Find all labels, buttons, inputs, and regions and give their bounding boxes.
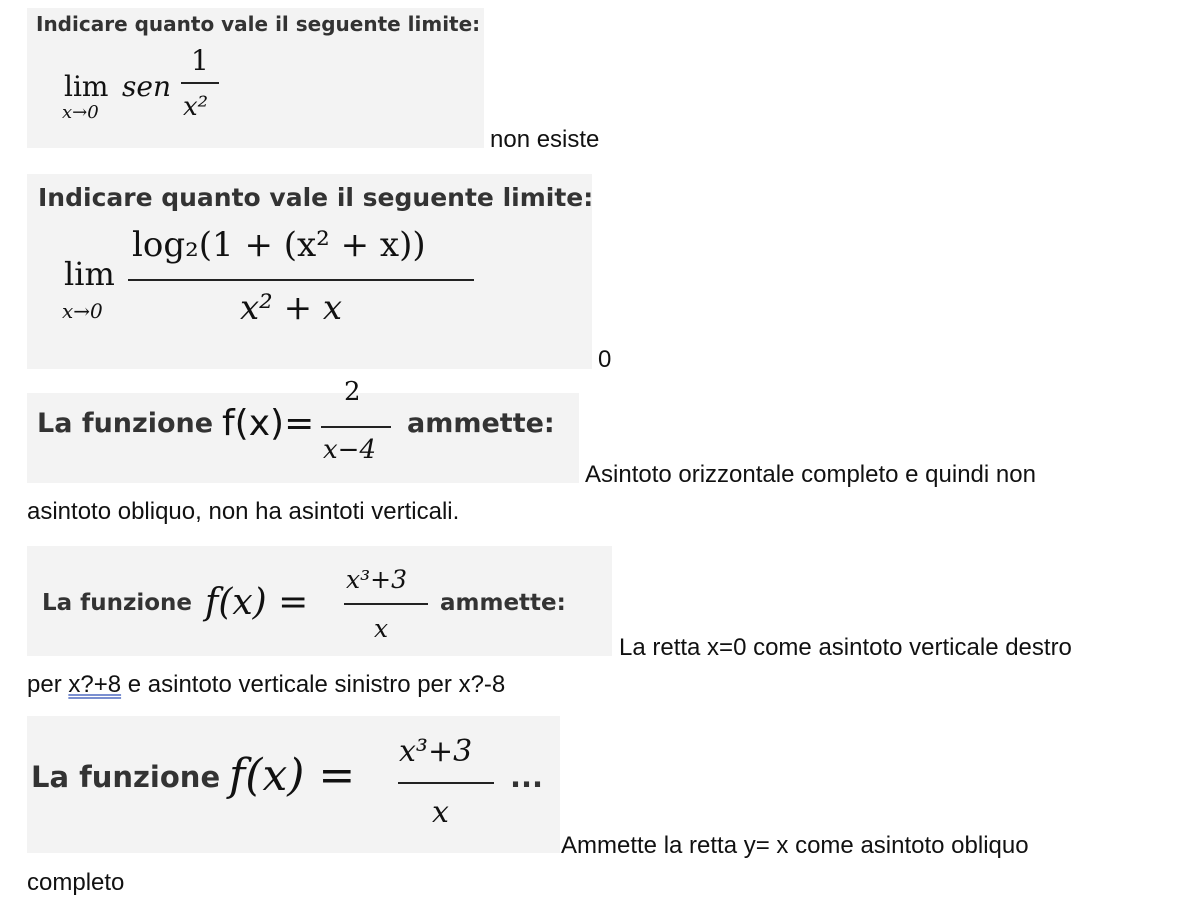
answer-5-line1: Ammette la retta y= x come asintoto obliquo bbox=[561, 832, 1029, 859]
answer-4-line2 bbox=[27, 671, 505, 699]
answer-3-line2: asintoto obliquo, non ha asintoti verticali. bbox=[27, 498, 460, 525]
question-5-numerator: x³+3 bbox=[399, 734, 473, 769]
question-2-denominator: x² + x bbox=[240, 288, 343, 328]
question-1-func: sen bbox=[122, 70, 171, 103]
question-3-suffix: ammette: bbox=[407, 408, 555, 439]
question-4-func: f(x) = bbox=[205, 582, 309, 623]
question-4-denominator: x bbox=[374, 614, 389, 643]
answer-2: 0 bbox=[598, 346, 612, 373]
answer-4-per: per bbox=[27, 671, 69, 698]
question-3-numerator: 2 bbox=[344, 377, 361, 407]
question-2-prompt: Indicare quanto vale il seguente limite: bbox=[38, 183, 594, 212]
question-image-3 bbox=[27, 377, 579, 483]
question-4-suffix: ammette: bbox=[440, 590, 566, 616]
question-5-denominator: x bbox=[432, 795, 449, 830]
question-1-fraction-bar bbox=[181, 82, 219, 84]
question-4-fraction-bar bbox=[344, 603, 428, 605]
question-1-numerator: 1 bbox=[191, 44, 209, 77]
question-3-fraction-bar bbox=[321, 426, 391, 428]
answer-3-line1: Asintoto orizzontale completo e quindi non bbox=[585, 461, 1036, 488]
question-5-suffix: ... bbox=[510, 760, 544, 794]
answer-5-line2: completo bbox=[27, 869, 125, 896]
answer-1: non esiste bbox=[490, 126, 600, 153]
question-2-lim: lim bbox=[64, 255, 115, 293]
question-4-numerator: x³+3 bbox=[346, 565, 407, 594]
question-3-func: f(x)= bbox=[222, 403, 315, 444]
answer-4-flagged-text[interactable]: x?+8 bbox=[68, 671, 122, 698]
question-3-prefix: La funzione bbox=[37, 408, 214, 439]
question-1-lim: lim bbox=[64, 70, 109, 103]
question-1-lim-sub: x→0 bbox=[62, 102, 99, 123]
question-2-fraction-bar bbox=[128, 279, 474, 281]
question-1-denominator: x² bbox=[183, 92, 209, 122]
answer-4-line1: La retta x=0 come asintoto verticale destro bbox=[619, 634, 1072, 661]
question-2-lim-sub: x→0 bbox=[62, 299, 103, 323]
question-2-numerator: log₂(1 + (x² + x)) bbox=[132, 225, 426, 265]
question-5-prefix: La funzione bbox=[31, 760, 221, 794]
question-5-fraction-bar bbox=[398, 782, 494, 784]
question-3-denominator: x−4 bbox=[323, 435, 376, 465]
question-5-func: f(x) = bbox=[229, 750, 356, 801]
answer-4-rest: e asintoto verticale sinistro per x?-8 bbox=[121, 671, 506, 698]
question-1-prompt: Indicare quanto vale il seguente limite: bbox=[36, 12, 481, 36]
question-4-prefix: La funzione bbox=[42, 590, 192, 616]
